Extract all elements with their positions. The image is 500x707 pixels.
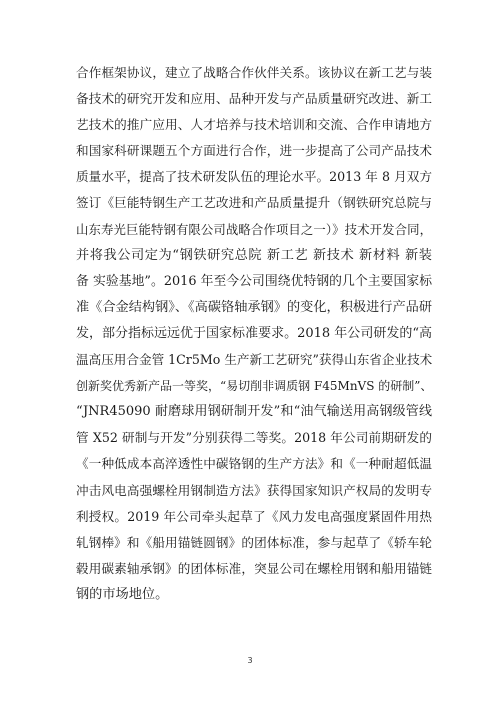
text-line: 温高压用合金管 1Cr5Mo 生产新工艺研究”获得山东省企业技术 — [76, 352, 433, 368]
text-line: 毂用碳素轴承钢》的团体标准，突显公司在螺栓用钢和船用锚链 — [76, 560, 432, 576]
text-line: 管 X52 研制与开发”分别获得二等奖。2018 年公司前期研发的 — [76, 430, 432, 446]
text-line: 山东寿光巨能特钢有限公司战略合作项目之一）》技术开发合同， — [76, 221, 432, 237]
text-line: 准《合金结构钢》、《高碳铬轴承钢》的变化，积极进行产品研 — [76, 299, 433, 315]
text-line: 艺技术的推广应用、人才培养与技术培训和交流、合作申请地方 — [76, 117, 432, 133]
text-line: 发，部分指标远远优于国家标准要求。2018 年公司研发的“高 — [76, 325, 432, 341]
page-number: 3 — [247, 656, 253, 665]
text-line: “JNR45090 耐磨球用钢研制开发”和“油气输送用高钢级管线 — [76, 404, 432, 420]
text-line: 利授权。2019 年公司牵头起草了《风力发电高强度紧固件用热 — [76, 508, 432, 524]
text-line: 《一种低成本高淬透性中碳铬钢的生产方法》和《一种耐超低温 — [76, 456, 432, 472]
text-line: 钢的市场地位。 — [76, 586, 169, 602]
text-line: 冲击风电高强螺栓用钢制造方法》获得国家知识产权局的发明专 — [76, 482, 432, 498]
text-line: 和国家科研课题五个方面进行合作，进一步提高了公司产品技术 — [76, 143, 432, 159]
text-line: 创新奖优秀新产品一等奖，“易切削非调质钢 F45MnVS 的研制”、 — [76, 379, 433, 394]
text-line: 备技术的研究开发和应用、品种开发与产品质量研究改进、新工 — [76, 91, 432, 107]
text-line: 签订《巨能特钢生产工艺改进和产品质量提升（钢铁研究总院与 — [76, 195, 432, 211]
text-line: 并将我公司定为“钢铁研究总院 新工艺 新技术 新材料 新装 — [76, 247, 432, 263]
body-paragraph — [76, 60, 432, 608]
text-line: 备 实验基地”。2016 年至今公司围绕优特钢的几个主要国家标 — [76, 273, 432, 289]
text-line: 质量水平，提高了技术研发队伍的理论水平。2013 年 8 月双方 — [76, 169, 432, 185]
text-line: 轧钢棒》和《船用锚链圆钢》的团体标准，参与起草了《轿车轮 — [76, 534, 432, 550]
text-line: 合作框架协议，建立了战略合作伙伴关系。该协议在新工艺与装 — [76, 65, 432, 80]
